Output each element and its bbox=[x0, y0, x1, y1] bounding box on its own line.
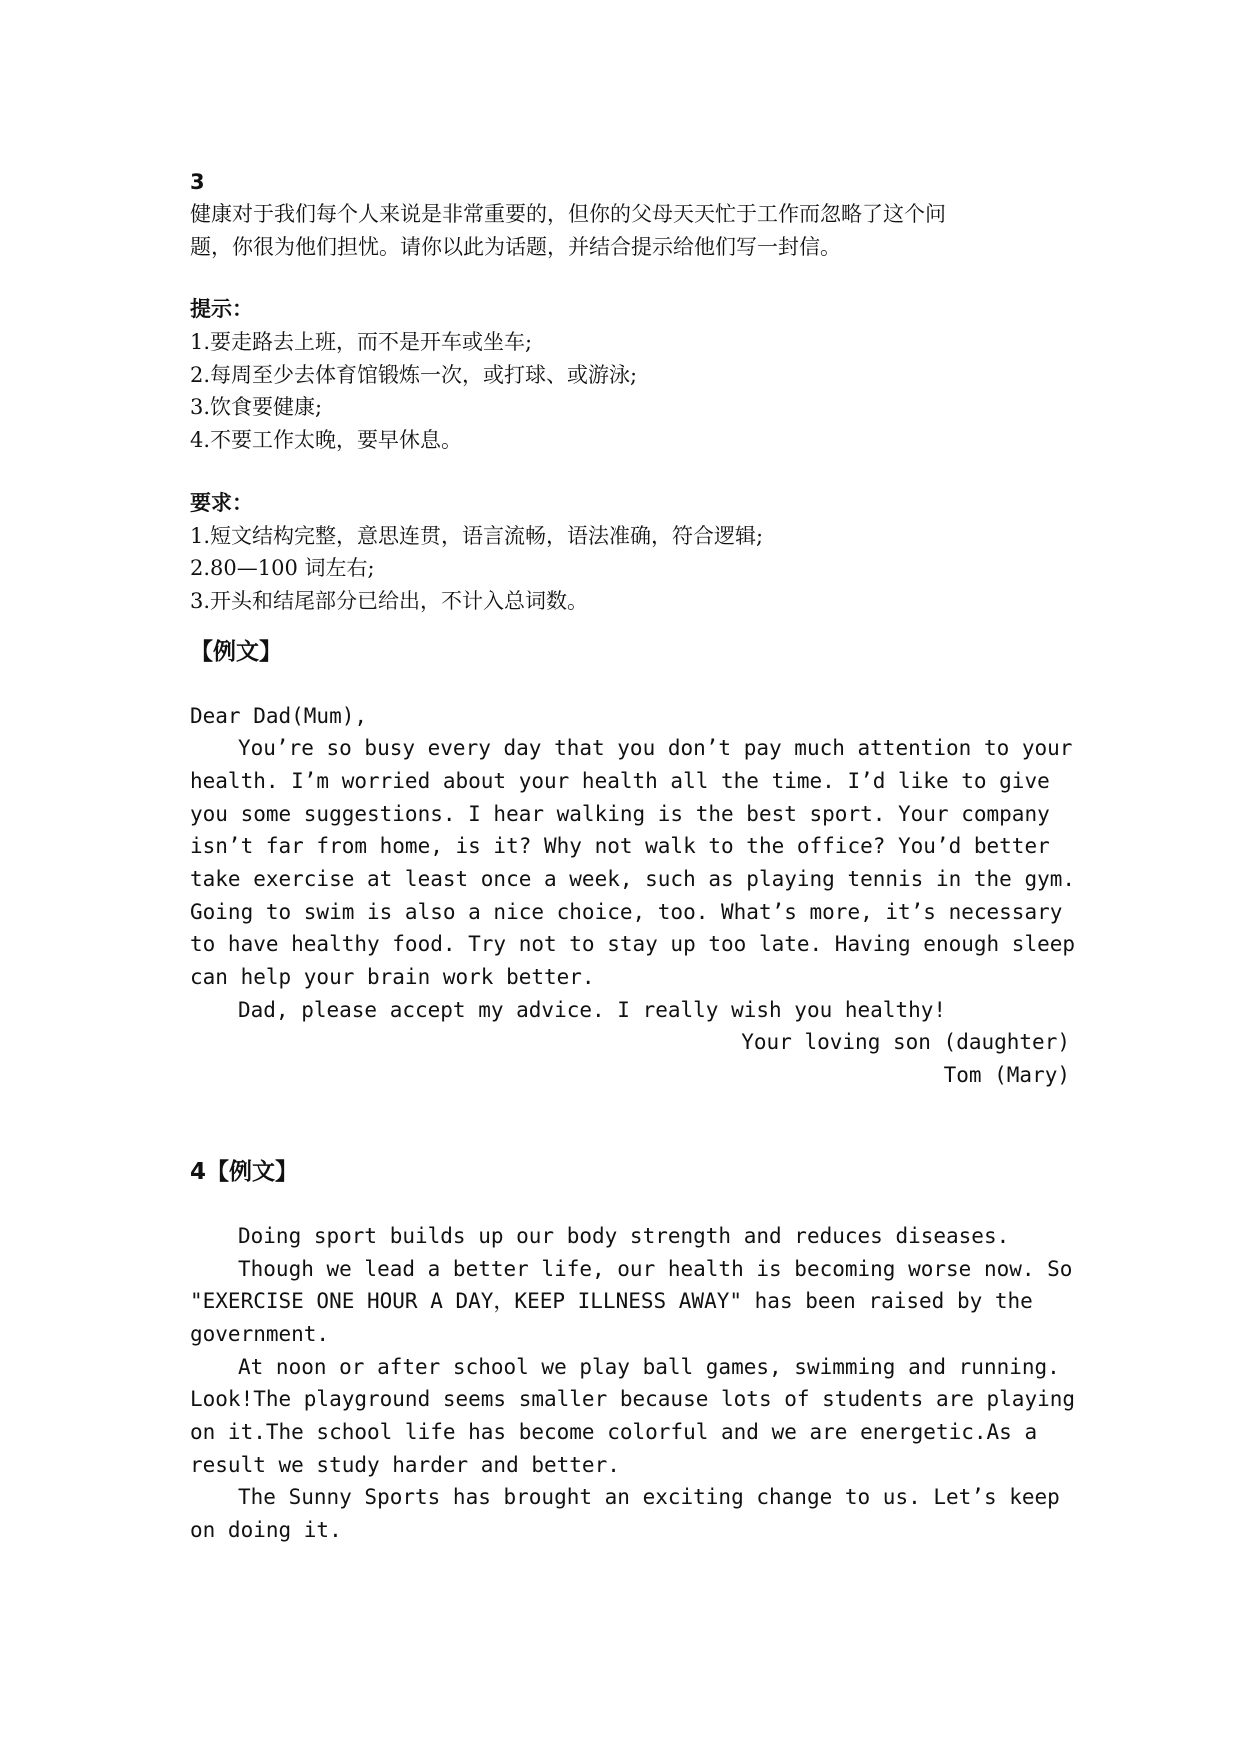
letter-body-line: isn’t far from home, is it? Why not walk to the office? You’d better bbox=[190, 834, 1050, 859]
requirements-title: 要求： bbox=[190, 490, 253, 515]
question-number-3: 3 bbox=[190, 170, 205, 194]
essay-paragraph-3-line: Look!The playground seems smaller because lots of students are playing bbox=[190, 1387, 1076, 1412]
requirement-item: 1.短文结构完整，意思连贯，语言流畅，语法准确，符合逻辑; bbox=[190, 523, 764, 548]
essay-paragraph-2-line: Though we lead a better life, our health is becoming worse now. So bbox=[238, 1256, 1073, 1281]
essay-paragraph-3-line: result we study harder and better. bbox=[190, 1452, 620, 1477]
essay-paragraph-3-line: At noon or after school we play ball games, swimming and running. bbox=[238, 1354, 1060, 1379]
letter-closing-paragraph: Dad, please accept my advice. I really wish you healthy! bbox=[238, 997, 947, 1022]
letter-body-line: to have healthy food. Try not to stay up too late. Having enough sleep bbox=[190, 932, 1076, 957]
essay-paragraph-2-line: "EXERCISE ONE HOUR A DAY，KEEP ILLNESS AWAY" has been raised by the bbox=[190, 1289, 1033, 1314]
letter-body-line: Going to swim is also a nice choice, too. What’s more, it’s necessary bbox=[190, 899, 1063, 924]
prompt-line: 健康对于我们每个人来说是非常重要的，但你的父母天天忙于工作而忽略了这个问 bbox=[190, 202, 946, 226]
question-4-title: 4【例文】 bbox=[190, 1158, 299, 1185]
letter-body-line: you some suggestions. I hear walking is the best sport. Your company bbox=[190, 801, 1050, 826]
letter-body-line: take exercise at least once a week, such as playing tennis in the gym. bbox=[190, 867, 1076, 891]
sample-essay-title: 【例文】 bbox=[190, 638, 282, 665]
document-page bbox=[190, 166, 1076, 1547]
essay-paragraph-2-line: government. bbox=[190, 1321, 330, 1346]
essay-paragraph-3-line: on it.The school life has become colorful and we are energetic.As a bbox=[190, 1419, 1038, 1444]
hint-item: 4.不要工作太晚，要早休息。 bbox=[190, 428, 463, 453]
hint-item: 2.每周至少去体育馆锻炼一次，或打球、或游泳; bbox=[190, 362, 638, 387]
hint-item: 1.要走路去上班，而不是开车或坐车; bbox=[190, 330, 533, 355]
prompt-line: 题，你很为他们担忧。请你以此为话题，并结合提示给他们写一封信。 bbox=[190, 234, 841, 259]
letter-signature: Tom (Mary) bbox=[943, 1063, 1070, 1088]
letter-body-line: can help your brain work better. bbox=[190, 965, 595, 990]
letter-body-line: health. I’m worried about your health all the time. I’d like to give bbox=[190, 768, 1050, 793]
letter-greeting: Dear Dad(Mum), bbox=[190, 703, 368, 728]
requirement-item: 2.80—100 词左右; bbox=[190, 556, 375, 581]
essay-paragraph-1: Doing sport builds up our body strength and reduces diseases. bbox=[238, 1223, 1010, 1248]
letter-signoff: Your loving son (daughter) bbox=[741, 1030, 1070, 1055]
essay-paragraph-4-line: on doing it. bbox=[190, 1518, 342, 1542]
requirement-item: 3.开头和结尾部分已给出，不计入总词数。 bbox=[190, 588, 589, 613]
letter-body-line: You’re so busy every day that you don’t pay much attention to your bbox=[238, 736, 1073, 761]
essay-paragraph-4-line: The Sunny Sports has brought an exciting change to us. Let’s keep bbox=[238, 1485, 1060, 1510]
hints-title: 提示： bbox=[190, 297, 253, 322]
hint-item: 3.饮食要健康; bbox=[190, 395, 323, 420]
